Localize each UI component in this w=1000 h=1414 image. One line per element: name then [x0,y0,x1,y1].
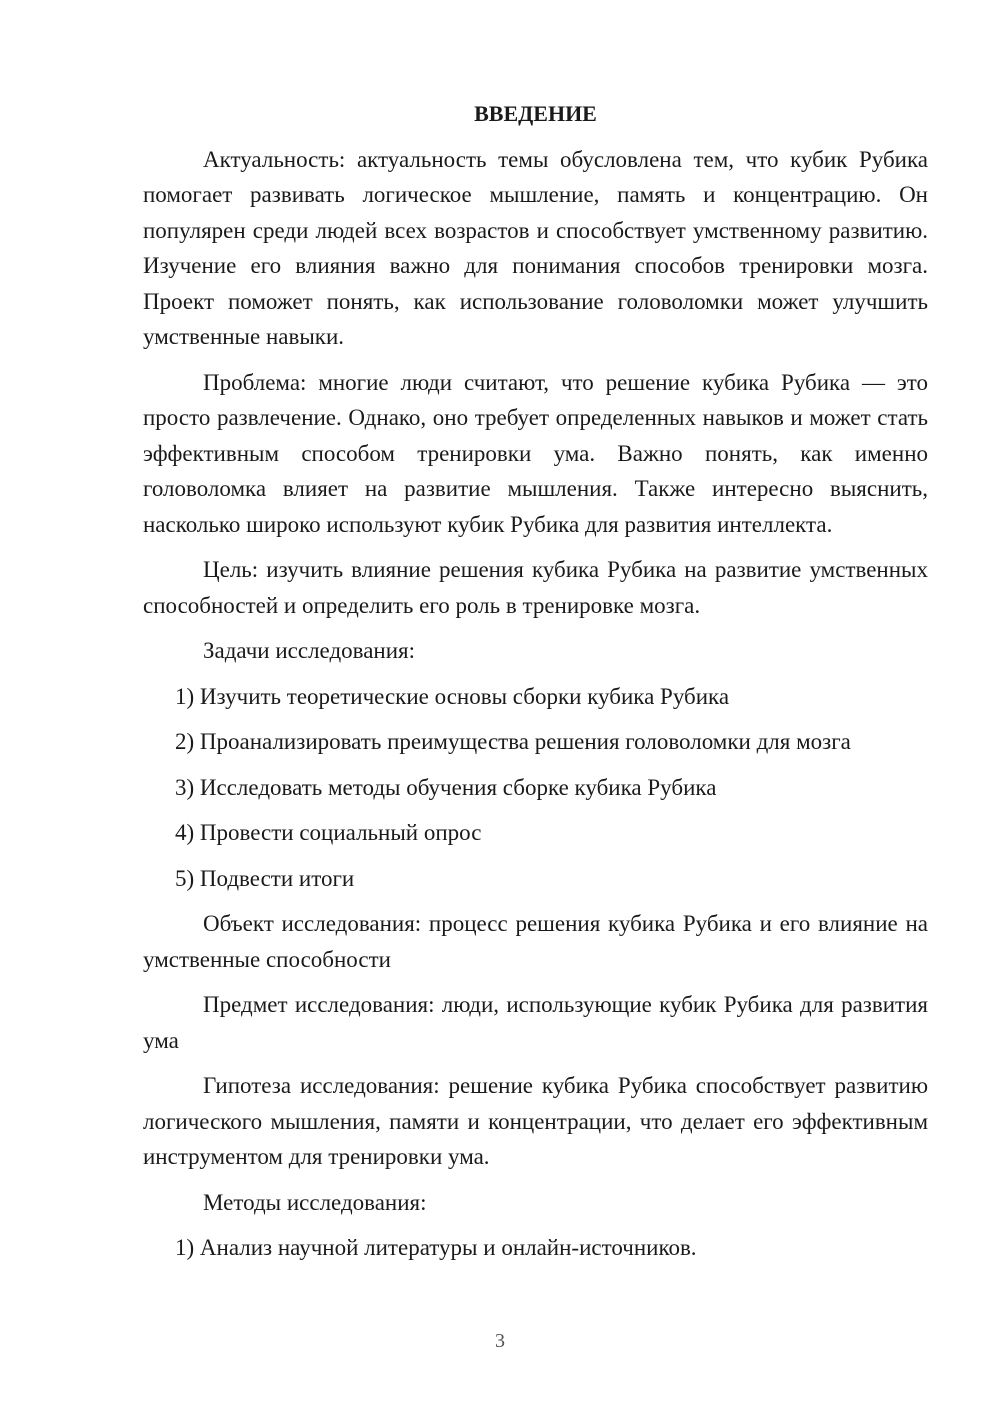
relevance-paragraph: Актуальность: актуальность темы обусловлена тем, что кубик Рубика помогает развивать логическое мышление, память и концентрацию. Он популярен среди людей всех возрастов и способствует умственному развитию. Изучение его влияния важно для понимания способов тренировки мозга. Проект поможет понять, как использование головоломки может улучшить умственные навыки. [143,146,928,349]
tasks-heading: Задачи исследования: [203,638,416,663]
goal-paragraph: Цель: изучить влияние решения кубика Рубика на развитие умственных способностей и определить его роль в тренировке мозга. [143,557,928,618]
list-item: 1) Изучить теоретические основы сборки кубика Рубика [175,683,730,709]
list-item: 4) Провести социальный опрос [175,820,482,845]
list-item: 2) Проанализировать преимущества решения головоломки для мозга [175,729,851,754]
object-paragraph: Объект исследования: процесс решения кубика Рубика и его влияние на умственные способности [143,911,928,972]
section-title: ВВЕДЕНИЕ [474,101,597,126]
methods-heading: Методы исследования: [203,1189,427,1215]
list-item: 3) Исследовать методы обучения сборке кубика Рубика [175,774,717,800]
page-number: 3 [495,1330,505,1352]
methods-list [143,1230,928,1266]
list-item: 1) Анализ научной литературы и онлайн-источников. [175,1235,697,1260]
document-page [143,96,928,1276]
list-item: 5) Подвести итоги [175,865,355,891]
tasks-list [143,679,928,897]
problem-paragraph: Проблема: многие люди считают, что решение кубика Рубика — это просто развлечение. Однако, оно требует определенных навыков и может стать эффективным способом тренировки ума. Важно понять, как именно головоломка влияет на развитие мышления. Также интересно выяснить, насколько широко используют кубик Рубика для развития интеллекта. [143,369,928,537]
hypothesis-paragraph: Гипотеза исследования: решение кубика Рубика способствует развитию логического мышления, памяти и концентрации, что делает его эффективным инструментом для тренировки ума. [143,1073,928,1169]
subject-paragraph: Предмет исследования: люди, использующие кубик Рубика для развития ума [143,992,928,1053]
